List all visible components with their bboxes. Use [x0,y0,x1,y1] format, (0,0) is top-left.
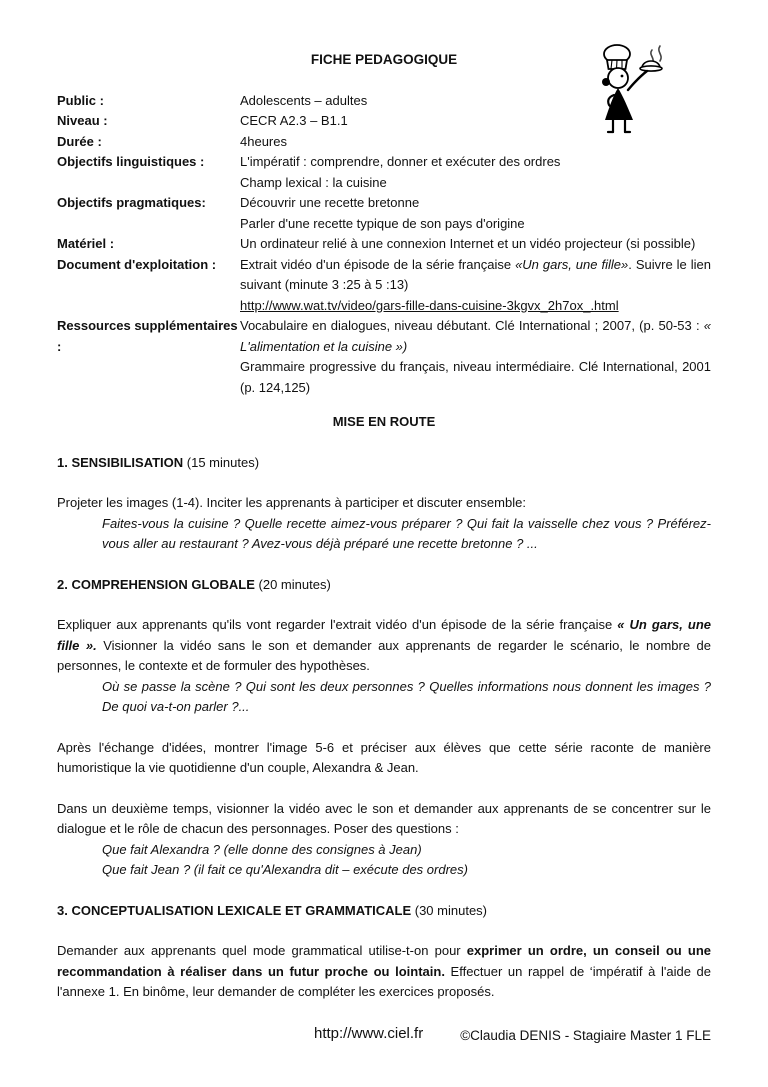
meta-value-line: Parler d'une recette typique de son pays d'origine [240,215,525,231]
meta-value-line [240,296,711,317]
section3-paragraph-1 [57,941,711,1003]
meta-value-line: Découvrir une recette bretonne [240,195,420,210]
text-segment: Effectuer un rappel de ‘impératif à l'aide de l'annexe 1. En binôme, leur demander de compléter les exercices proposés. [57,963,711,999]
meta-value-line [240,255,711,296]
section3-heading [57,901,711,922]
section2-paragraph-1 [57,615,711,677]
text-segment: Vocabulaire en dialogues, niveau débutant. Clé International ; 2007, (p. 50-53 : [240,318,704,333]
meta-value-line: Champ lexical : la cuisine [240,174,387,190]
meta-row-document-exploitation [57,255,711,317]
meta-value: 4heures [240,133,287,149]
meta-row-ressources [57,316,711,398]
meta-value [240,193,711,234]
meta-value [240,316,711,398]
meta-value-line: L'impératif : comprendre, donner et exécuter des ordres [240,154,561,169]
section3-heading-title: 3. CONCEPTUALISATION LEXICALE ET GRAMMATICALE [57,902,412,918]
meta-value-line: Grammaire progressive du français, niveau intermédiaire. Clé International, 2001 (p. 124,125) [240,359,711,395]
route-heading: MISE EN ROUTE [332,414,436,429]
section1-heading [57,453,711,474]
meta-value: Adolescents – adultes [240,92,368,108]
meta-label: Matériel : [57,236,115,251]
text-segment: Visionner la vidéo sans le son et demander aux apprenants de regarder le scénario, le nombre de personnes, le contexte et de formuler des hypothèses. [57,637,711,673]
section3-heading-duration: (30 minutes) [411,902,488,918]
author-credit: ©Claudia DENIS - Stagiaire Master 1 FLE [460,1028,711,1043]
series-title-text: « Un gars, une fille ». [57,617,712,653]
meta-row-objectifs-pragmatiques [57,193,711,234]
chef-illustration-icon [590,40,678,140]
section1-quote: Faites-vous la cuisine ? Quelle recette aimez-vous préparer ? Qui fait la vaisselle chez vous ? Préférez-vous aller au restaurant ? Avez-vous déjà préparé une recette bretonne ? ... [102,515,711,551]
section2-quote-1: Où se passe la scène ? Qui sont les deux personnes ? Quelles informations nous donnent les images ? De quoi va-t-on parler ?... [102,678,711,714]
text-segment: . Suivre le lien suivant (minute 3 :25 à 5 :13) [240,256,712,292]
section2-paragraph-2: Après l'échange d'idées, montrer l'image 5-6 et préciser aux élèves que cette série raconte de manière humoristique la vie quotidienne d'un couple, Alexandra & Jean. [57,739,711,775]
text-segment: Extrait vidéo d'un épisode de la série française [240,256,516,272]
text-segment: Demander aux apprenants quel mode grammatical utilise-t-on pour [57,943,467,958]
section2-heading-duration: (20 minutes) [254,576,331,592]
meta-value: CECR A2.3 – B1.1 [240,113,348,128]
ciel-site-link[interactable]: http://www.ciel.fr [314,1025,424,1042]
meta-label: Ressources supplémentaires : [57,318,238,354]
page-footer [0,1022,768,1052]
section1-heading-duration: (15 minutes) [183,454,260,470]
section2-quote-2: Que fait Alexandra ? (elle donne des consignes à Jean) [102,841,422,857]
meta-value-line [240,316,711,357]
meta-value [240,255,711,317]
meta-label: Durée : [57,133,102,149]
section2-heading [57,575,711,596]
series-title-text: «Un gars, une fille» [515,256,629,272]
book-title-text: « L'alimentation et la cuisine ») [240,318,711,354]
emphasized-text: exprimer un ordre, un conseil ou une recommandation à réaliser dans un futur proche ou lointain. [57,943,711,979]
meta-label: Niveau : [57,113,108,128]
section2-paragraph-3: Dans un deuxième temps, visionner la vidéo avec le son et demander aux apprenants de se concentrer sur le dialogue et le rôle de chacun des personnages. Poser des questions : [57,800,711,836]
section1-heading-title: 1. SENSIBILISATION [57,454,184,470]
page-title: FICHE PEDAGOGIQUE [310,52,458,67]
meta-row-objectifs-linguistiques [57,152,711,193]
meta-row-materiel [57,234,711,255]
meta-label: Document d'exploitation : [57,256,217,272]
meta-label: Public : [57,92,104,108]
meta-value [240,152,711,193]
section1-paragraph: Projeter les images (1-4). Inciter les apprenants à participer et discuter ensemble: [57,495,526,510]
section2-quote-3: Que fait Jean ? (il fait ce qu'Alexandra dit – exécute des ordres) [102,862,468,877]
meta-label: Objectifs pragmatiques: [57,195,206,210]
text-segment: Expliquer aux apprenants qu'ils vont regarder l'extrait vidéo d'un épisode de la série française [57,617,618,632]
section2-heading-title: 2. COMPREHENSION GLOBALE [57,576,255,592]
video-link[interactable]: http://www.wat.tv/video/gars-fille-dans-cuisine-3kgvx_2h7ox_.html [240,297,619,313]
meta-label: Objectifs linguistiques : [57,154,205,169]
meta-value: Un ordinateur relié à une connexion Internet et un vidéo projecteur (si possible) [240,236,696,251]
